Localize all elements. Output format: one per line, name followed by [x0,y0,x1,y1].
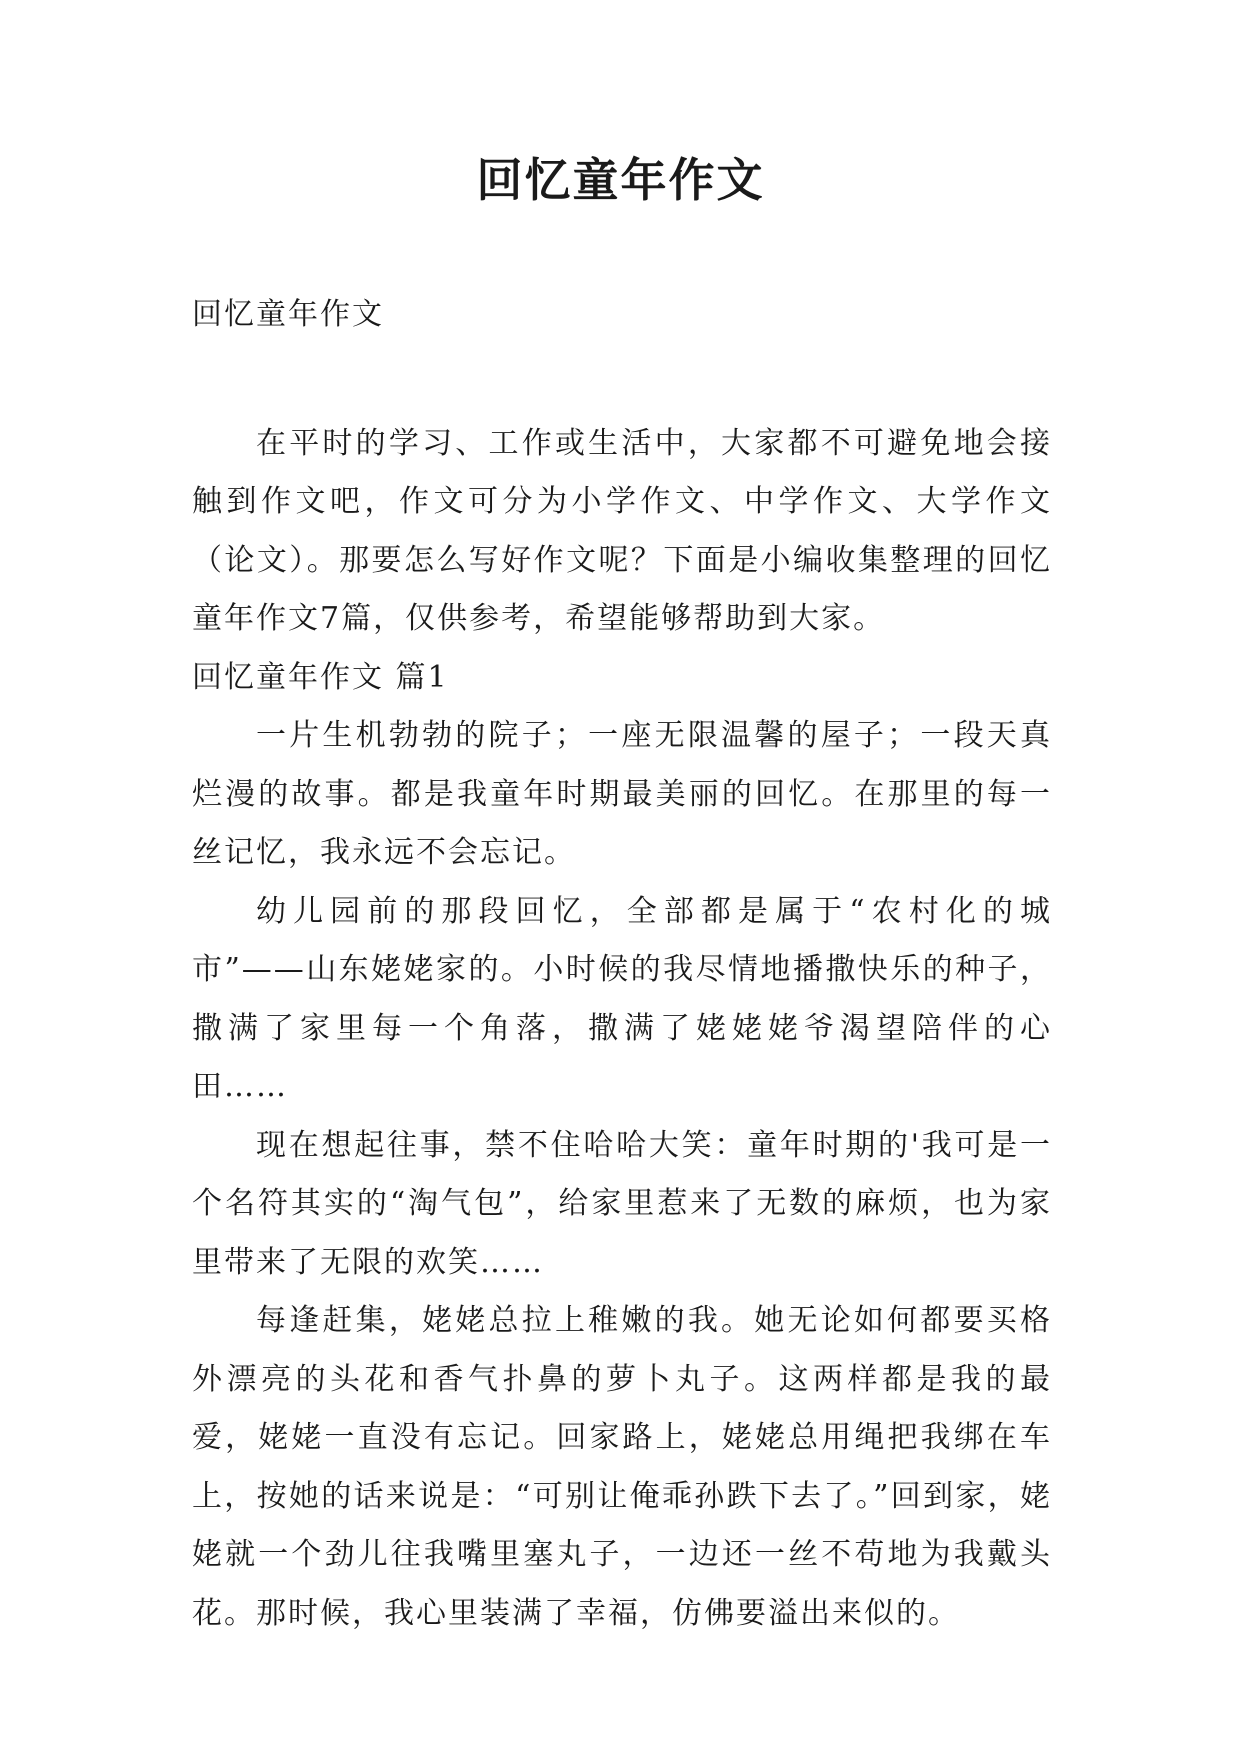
intro-paragraph: 在平时的学习、工作或生活中，大家都不可避免地会接触到作文吧，作文可分为小学作文、中学作文、大学作文（论文）。那要怎么写好作文呢？下面是小编收集整理的回忆童年作文7篇，仅供参考，希望能够帮助到大家。 [192,425,1052,636]
body-paragraph: 现在想起往事，禁不住哈哈大笑：童年时期的'我可是一个名符其实的“淘气包”，给家里惹来了无数的麻烦，也为家里带来了无限的欢笑…… [192,1127,1052,1280]
body-paragraph: 一片生机勃勃的院子；一座无限温馨的屋子；一段天真烂漫的故事。都是我童年时期最美丽的回忆。在那里的每一丝记忆，我永远不会忘记。 [192,718,1052,870]
body-paragraph: 幼儿园前的那段回忆，全部都是属于“农村化的城市”——山东姥姥家的。小时候的我尽情地播撒快乐的种子，撒满了家里每一个角落，撒满了姥姥姥爷渴望陪伴的心田…… [192,893,1052,1104]
body-paragraph: 每逢赶集，姥姥总拉上稚嫩的我。她无论如何都要买格外漂亮的头花和香气扑鼻的萝卜丸子。这两样都是我的最爱，姥姥一直没有忘记。回家路上，姥姥总用绳把我绑在车上，按她的话来说是：“可别让俺乖孙跌下去了。”回到家，姥姥就一个劲儿往我嘴里塞丸子，一边还一丝不苟地为我戴头花。那时候，我心里装满了幸福，仿佛要溢出来似的。 [192,1303,1052,1631]
document-subtitle: 回忆童年作文 [192,297,384,332]
document-body [192,286,1052,1643]
section-heading: 回忆童年作文 篇1 [192,659,449,695]
document-title: 回忆童年作文 [476,153,765,207]
